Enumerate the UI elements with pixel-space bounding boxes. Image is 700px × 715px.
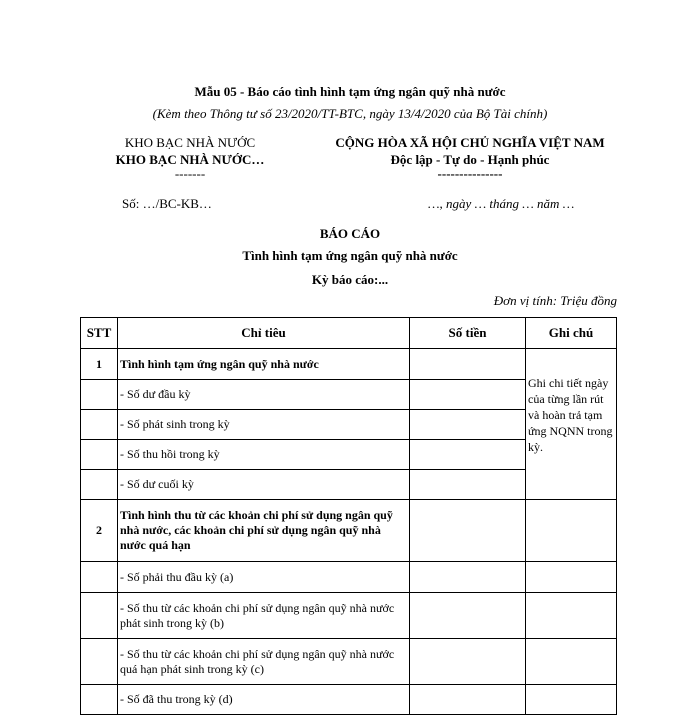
org-line-2: KHO BẠC NHÀ NƯỚC…	[115, 152, 265, 167]
row-item: Tình hình tạm ứng ngân quỹ nhà nước	[118, 349, 410, 380]
document-number: Số: …/BC-KB…	[122, 196, 212, 211]
row-item: Tình hình thu từ các khoản chi phí sử dụng ngân quỹ nhà nước, các khoản chi phí sử dụng ngân quỹ nhà nước quá hạn	[118, 500, 410, 562]
national-header	[270, 134, 670, 180]
table-row	[81, 500, 617, 562]
row-item: - Số thu từ các khoản chi phí sử dụng ngân quỹ nhà nước quá hạn phát sinh trong kỳ (c)	[118, 639, 410, 685]
row-stt	[81, 639, 118, 685]
row-amount[interactable]	[410, 380, 526, 410]
row-item: - Số dư đầu kỳ	[118, 380, 410, 410]
row-item: - Số thu hồi trong kỳ	[118, 440, 410, 470]
row-note: Ghi chi tiết ngày của từng lần rút và hoàn trả tạm ứng NQNN trong kỳ.	[526, 349, 617, 500]
org-line-1: KHO BẠC NHÀ NƯỚC	[124, 135, 256, 150]
row-stt	[81, 380, 118, 410]
nation-line-2: Độc lập - Tự do - Hạnh phúc	[390, 152, 550, 167]
row-stt	[81, 562, 118, 593]
header-stt: STT	[81, 318, 118, 349]
row-item: - Số dư cuối kỳ	[118, 470, 410, 500]
nation-line-1: CỘNG HÒA XÃ HỘI CHỦ NGHĨA VIỆT NAM	[335, 135, 605, 150]
document-subtitle: (Kèm theo Thông tư số 23/2020/TT-BTC, ngày 13/4/2020 của Bộ Tài chính)	[152, 106, 548, 121]
row-item: - Số phải thu đầu kỳ (a)	[118, 562, 410, 593]
table-row	[81, 349, 617, 380]
report-period: Kỳ báo cáo:...	[311, 272, 389, 287]
row-amount[interactable]	[410, 593, 526, 639]
row-note[interactable]	[526, 562, 617, 593]
row-amount[interactable]	[410, 500, 526, 562]
row-amount[interactable]	[410, 349, 526, 380]
row-stt	[81, 440, 118, 470]
row-amount[interactable]	[410, 470, 526, 500]
row-amount[interactable]	[410, 639, 526, 685]
row-note[interactable]	[526, 500, 617, 562]
row-stt	[81, 593, 118, 639]
row-amount[interactable]	[410, 410, 526, 440]
header-amount: Số tiền	[410, 318, 526, 349]
row-amount[interactable]	[410, 562, 526, 593]
row-note[interactable]	[526, 639, 617, 685]
row-stt: 2	[81, 500, 118, 562]
row-stt: 1	[81, 349, 118, 380]
table-header-row	[81, 318, 617, 349]
report-heading: BÁO CÁO	[319, 226, 381, 241]
report-topic: Tình hình tạm ứng ngân quỹ nhà nước	[242, 248, 458, 263]
nation-divider: ---------------	[437, 166, 503, 181]
row-item: - Số đã thu trong kỳ (d)	[118, 685, 410, 715]
report-table	[80, 317, 617, 715]
row-amount[interactable]	[410, 440, 526, 470]
row-stt	[81, 410, 118, 440]
org-divider: -------	[174, 166, 206, 181]
row-stt	[81, 470, 118, 500]
unit-label: Đơn vị tính: Triệu đồng	[493, 293, 617, 308]
header-indicator: Chỉ tiêu	[118, 318, 410, 349]
table-row	[81, 593, 617, 639]
row-item: - Số phát sinh trong kỳ	[118, 410, 410, 440]
row-item: - Số thu từ các khoản chi phí sử dụng ngân quỹ nhà nước phát sinh trong kỳ (b)	[118, 593, 410, 639]
row-note[interactable]	[526, 593, 617, 639]
header-note: Ghi chú	[526, 318, 617, 349]
table-row	[81, 562, 617, 593]
table-row	[81, 639, 617, 685]
document-date: …, ngày … tháng … năm …	[428, 196, 575, 211]
document-title: Mẫu 05 - Báo cáo tình hình tạm ứng ngân quỹ nhà nước	[194, 84, 506, 99]
